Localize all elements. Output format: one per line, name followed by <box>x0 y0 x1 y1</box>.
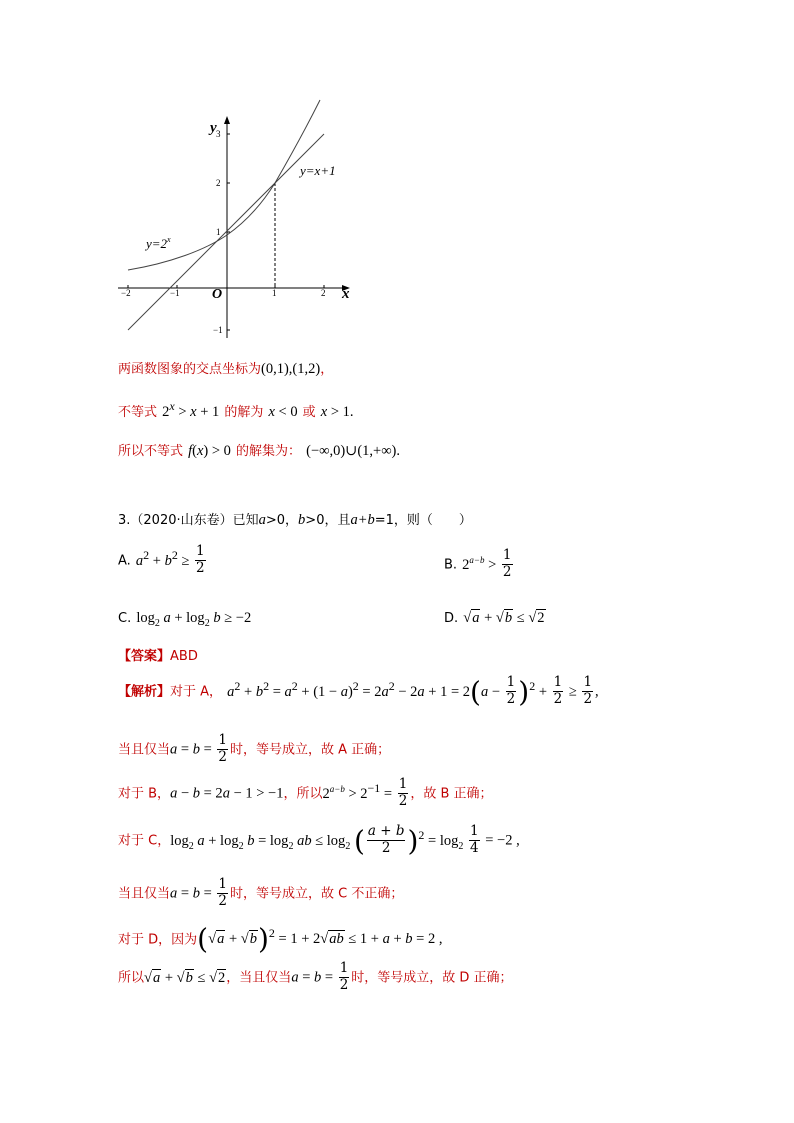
x-tick-1: 1 <box>272 288 277 298</box>
option-d: D. √a + √b ≤ √2 <box>444 610 545 626</box>
option-a: A. $a^2 + b^2$ ≥ $\frac{1}{2}$ <box>118 543 205 576</box>
question-stem: 3.（2020·山东卷）已知a>0，b>0，且a+b=1，则（ ） <box>118 512 472 528</box>
analysis-a-line: 【解析】对于 A， $a^2 + b^2 = a^2 + (1 - a)^2 = 2a^2 - 2a + 1 = 2(a$ − $\frac{1}{2}$ )$^2$ + $\frac{1}{2}$ ≥ $\frac{1}{2}$ , <box>118 674 599 709</box>
solution-set-line: 所以不等式 f(x) > 0 的解集为： (−∞,0)∪(1,+∞). <box>118 443 401 459</box>
y-axis-arrow <box>224 116 230 124</box>
option-b: B. $2^{a-b}$ > $\frac{1}{2}$ <box>444 547 512 580</box>
y-tick-neg1: −1 <box>213 325 223 335</box>
analysis-a-equality: 当且仅当a = b = $\frac{1}{2}$ 时，等号成立，故 A 正确； <box>118 732 391 765</box>
line-y-x-plus-1 <box>128 134 324 330</box>
x-tick-2: 2 <box>321 288 326 298</box>
x-tick-neg2: −2 <box>121 288 131 298</box>
analysis-c-line: 对于 C，$\log_2 a + \log_2 b = \log_2$ ab ≤ $\log_2$ ( $\frac{a + b}{2}$ )$^2 = \log_2$ $\frac{1}{4}$ = −2 , <box>118 823 520 858</box>
intersection-line: 两函数图象的交点坐标为(0,1),(1,2)， <box>118 361 334 377</box>
analysis-b-line: 对于 B，a − b = 2a − 1 > −1，所以$2^{a-b} > 2^{-1}$ = $\frac{1}{2}$ ，故 B 正确； <box>118 776 493 809</box>
y-axis-label: y <box>210 120 217 136</box>
analysis-d-line: 对于 D，因为$(√a + √b)^2 = 1 + 2√ab \le 1 + a + b = 2$ , <box>118 923 443 956</box>
y-tick-1: 1 <box>216 227 221 237</box>
y-tick-2: 2 <box>216 178 221 188</box>
option-c: C. $\log_2 a + \log_2 b \ge -2$ <box>118 610 252 629</box>
answer-line: 【答案】ABD <box>118 649 198 664</box>
y-tick-3: 3 <box>216 129 221 139</box>
origin-label: O <box>212 287 223 302</box>
inequality-solution-line: 不等式 $2^x > x + 1$ 的解为 x < 0 或 x > 1. <box>118 399 354 420</box>
x-axis-label: x <box>342 286 350 302</box>
analysis-c-equality: 当且仅当a = b = $\frac{1}{2}$ 时，等号成立，故 C 不正确； <box>118 876 404 909</box>
analysis-d-conclusion: 所以√a + √b ≤ √2，当且仅当a = b = $\frac{1}{2}$ 时，等号成立，故 D 正确； <box>118 960 513 993</box>
function-graph <box>110 95 360 345</box>
curve-label-exp: $y=2^x$ <box>146 235 171 251</box>
x-tick-neg1: −1 <box>170 288 180 298</box>
curve-label-line: y=x+1 <box>300 163 336 178</box>
